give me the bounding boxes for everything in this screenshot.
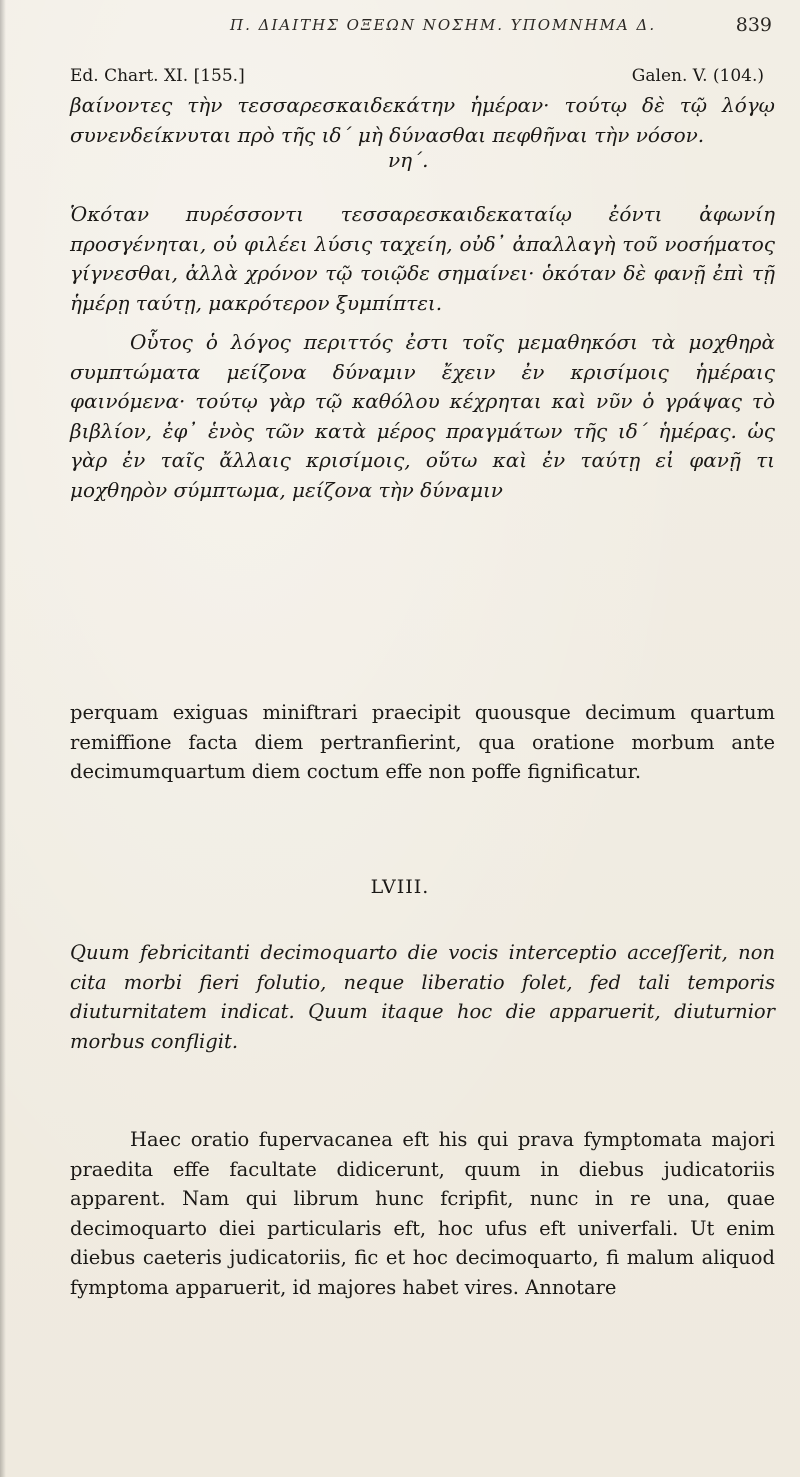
edition-reference-left: Ed. Chart. XI. [155.] (70, 66, 245, 86)
greek-paragraph-2: Ὁκόταν πυρέσσοντι τεσσαρεσκαιδεκαταίῳ ἐόντι ἀφωνίη προσγένηται, οὐ φιλέει λύσις ταχείη, οὐδ᾽ ἀπαλλαγὴ τοῦ νοσήματος γίγνεσθαι, ἀλλὰ χρόνον τῷ τοιῷδε σημαίνει· ὁκόταν δὲ φανῇ ἐπὶ τῇ ἡμέρῃ ταύτῃ, μακρότερον ξυμπίπτει. (70, 202, 775, 315)
latin-section-number: LVIII. (370, 876, 430, 898)
greek-paragraph-1: βαίνοντες τὴν τεσσαρεσκαιδεκάτην ἡμέραν· τούτῳ δὲ τῷ λόγῳ συνενδείκνυται πρὸ τῆς ιδ΄ μὴ δύνασθαι πεφθῆναι τὴν νόσον. (70, 93, 775, 147)
page-number: 839 (735, 14, 772, 36)
page-gutter-shadow (0, 0, 6, 1477)
latin-paragraph-1: perquam exiguas miniftrari praecipit quousque decimum quartum remiffione facta diem pertranfierint, qua oratione morbum ante decimumquartum diem coctum effe non poffe fignificatur. (70, 701, 775, 783)
edition-reference (70, 66, 770, 86)
latin-paragraph-2: Quum febricitanti decimoquarto die vocis interceptio acceſſerit, non cita morbi fieri folutio, neque liberatio folet, fed tali temporis diuturnitatem indicat. Quum itaque hoc die apparuerit, diuturnior morbus confligit. (70, 941, 775, 1053)
edition-reference-right: Galen. V. (104.) (631, 66, 764, 86)
greek-section-number: νη΄. (388, 148, 429, 172)
running-head: Π. ΔΙΑΙΤΗΣ ΟΞΕΩΝ ΝΟΣΗΜ. ΥΠΟΜΝΗΜΑ Δ. (230, 16, 657, 34)
greek-paragraph-3: Οὗτος ὁ λόγος περιττός ἐστι τοῖς μεμαθηκόσι τὰ μοχθηρὰ συμπτώματα μείζονα δύναμιν ἔχειν ἐν κρισίμοις ἡμέραις φαινόμενα· τούτῳ γὰρ τῷ καθόλου κέχρηται καὶ νῦν ὁ γράψας τὸ βιβλίον, ἐφ᾽ ἑνὸς τῶν κατὰ μέρος πραγμάτων τῆς ιδ΄ ἡμέρας. ὡς γὰρ ἐν ταῖς ἄλλαις κρισίμοις, οὕτω καὶ ἐν ταύτῃ εἰ φανῇ τι μοχθηρὸν σύμπτωμα, μείζονα τὴν δύναμιν (70, 330, 775, 502)
latin-paragraph-3: Haec oratio fupervacanea eft his qui prava fymptomata majori praedita effe facultate didicerunt, quum in diebus judicatoriis apparent. Nam qui librum hunc fcripfit, nunc in re una, quae decimoquarto diei particularis eft, hoc ufus eft univerfali. Ut enim diebus caeteris judicatoriis, fic et hoc decimoquarto, fi malum aliquod fymptoma apparuerit, id majores habet vires. Annotare (70, 1128, 775, 1299)
